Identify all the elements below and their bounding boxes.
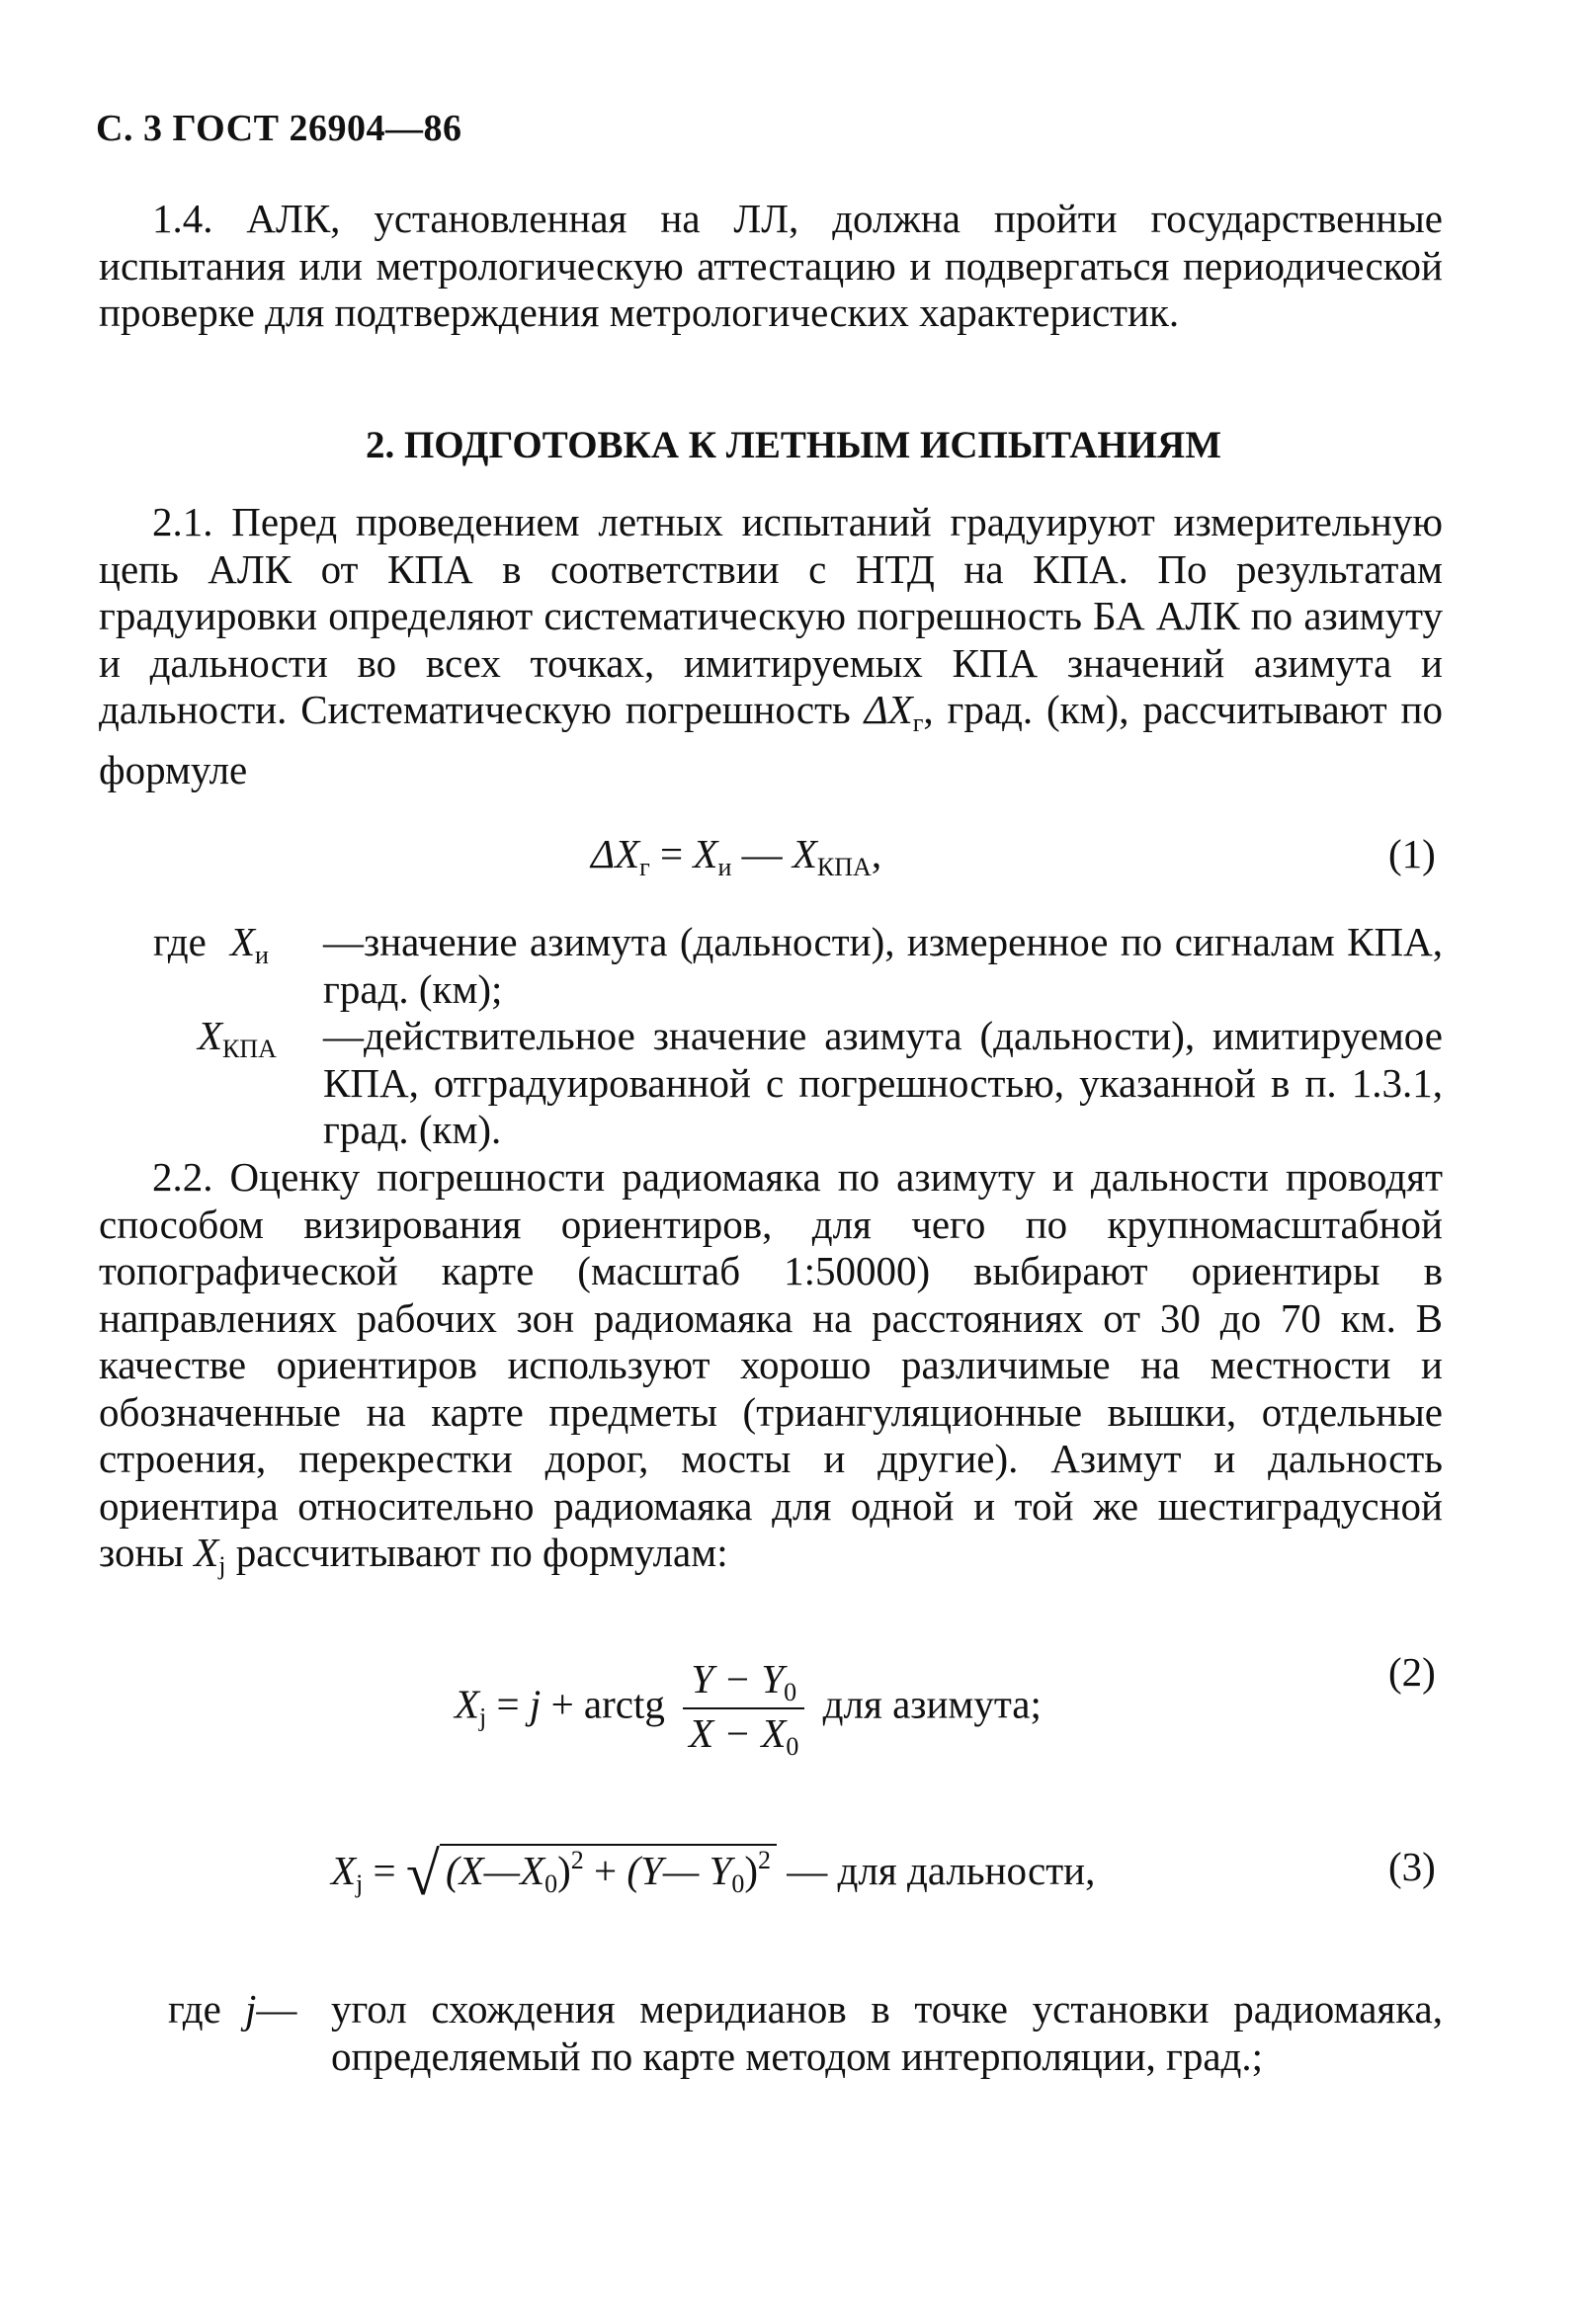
eq3-r2: (Y— Y — [626, 1848, 732, 1893]
where-2-lead: где — [168, 1986, 221, 2032]
paragraph-2-1-text: 2.1. Перед проведением летных испытаний градуируют измерительную цепь АЛК от КПА в соответствии с НТД на КПА. По результатам градуировки определяют систематическую погрешность БА АЛК по азимуту и дальности во всех точках, имитируемых КПА значений азимута и дальности. Систематическую погрешность — [99, 499, 1443, 732]
where-2-definition: угол схождения меридианов в точке установки радиомаяка, определяемый по карте методом интерполяции, град.; — [331, 1986, 1443, 2079]
eq1-term2-sub: КПА — [816, 853, 872, 881]
eq3-r1-close: ) — [557, 1848, 571, 1893]
xj-symbol: X — [194, 1530, 219, 1575]
eq2-fraction — [683, 1655, 804, 1762]
sqrt-icon: √ — [405, 1841, 440, 1908]
section-title: 2. ПОДГОТОВКА К ЛЕТНЫМ ИСПЫТАНИЯМ — [365, 424, 1222, 466]
eq3-plus: + — [583, 1848, 627, 1893]
eq3-equals: = — [363, 1848, 406, 1893]
eq2-lhs-sub: j — [479, 1702, 487, 1732]
eq1-minus: — — [731, 831, 793, 876]
eq3-r1-sub: 0 — [544, 1869, 558, 1898]
xj-subscript: j — [218, 1551, 226, 1580]
where-1-sym1-sub: и — [255, 941, 269, 969]
eq1-lhs-sub: г — [639, 853, 650, 881]
eq2-equals: = — [486, 1681, 530, 1727]
eq2-numerator — [683, 1655, 804, 1709]
eq3-lhs-sub: j — [356, 1869, 364, 1898]
eq3-radicand — [440, 1844, 777, 1899]
eq3-r1: (X—X — [445, 1848, 545, 1893]
where-1-sym1: X — [230, 919, 256, 964]
eq3-tail: — для дальности, — [777, 1848, 1096, 1893]
where-1-sym2: X — [198, 1013, 223, 1058]
eq1-equals: = — [649, 831, 694, 876]
where-1-definition-2: —действительное значение азимута (дальности), имитируемое КПА, отградуированной с погрешностью, указанной в п. 1.3.1, град. (км). — [323, 1013, 1443, 1152]
where-2-dash: — — [256, 1986, 297, 2032]
paragraph-2-2-tail: рассчитывают по формулам: — [225, 1530, 728, 1575]
where-1-symbol-1 — [230, 919, 269, 979]
eq1-term1-sub: и — [717, 853, 732, 881]
eq2-den-text: X − X — [689, 1710, 787, 1756]
eq2-den-sub: 0 — [786, 1732, 799, 1761]
page-header: С. 3 ГОСТ 26904—86 — [96, 108, 462, 149]
eq3-r1-square: 2 — [570, 1846, 584, 1874]
eq3-r2-sub: 0 — [731, 1869, 745, 1898]
where-1-symbol-2 — [198, 1013, 277, 1073]
where-1-sym2-sub: КПА — [222, 1035, 277, 1063]
eq1-lhs: ΔX — [591, 831, 640, 876]
paragraph-2-1 — [99, 499, 1443, 793]
equation-2 — [455, 1655, 1042, 1762]
delta-x-symbol: ΔX — [864, 687, 913, 732]
eq2-plus-arctg: + arctg — [541, 1681, 676, 1727]
eq1-term1: X — [693, 831, 718, 876]
equation-1-number: (1) — [1388, 831, 1436, 876]
where-2-symbol — [245, 1986, 296, 2034]
paragraph-1-4: 1.4. АЛК, установленная на ЛЛ, должна пройти государственные испытания или метрологическую аттестацию и подвергаться периодической проверке для подтверждения метрологических характеристик. — [99, 196, 1443, 335]
eq1-comma: , — [871, 831, 882, 876]
eq2-denominator — [683, 1709, 804, 1762]
eq2-lhs: X — [455, 1681, 480, 1727]
equation-1 — [591, 830, 881, 882]
eq3-lhs: X — [331, 1848, 357, 1893]
delta-x-subscript: г — [912, 708, 924, 737]
eq3-r2-square: 2 — [758, 1846, 772, 1874]
paragraph-2-2 — [99, 1154, 1443, 1590]
paragraph-2-1-tail: , град. (км), рассчитывают по формуле — [99, 687, 1443, 792]
where-1-lead: где — [153, 919, 207, 964]
eq2-num-text: Y − Y — [691, 1656, 785, 1702]
eq1-term2: X — [792, 831, 817, 876]
paragraph-2-2-text: 2.2. Оценку погрешности радиомаяка по азимуту и дальности проводят способом визирования ориентиров, для чего по крупномасштабной топографической карте (масштаб 1:50000) выбирают ориентиры в направлениях рабочих зон радиомаяка на расстояниях от 30 до 70 км. В качестве ориентиров используют хорошо различимые на местности и обозначенные на карте предметы (триангуляционные вышки, отдельные строения, перекрестки дорог, мосты и другие). Азимут и дальность ориентира относительно радиомаяка для одной и той же шестиградусной зоны — [99, 1154, 1443, 1575]
where-2-sym: j — [245, 1986, 257, 2032]
eq3-sqrt — [406, 1840, 777, 1910]
eq2-j: j — [529, 1681, 542, 1727]
equation-3-number: (3) — [1388, 1844, 1436, 1889]
eq2-tail: для азимута; — [812, 1681, 1042, 1727]
eq3-r2-close: ) — [744, 1848, 759, 1893]
where-1-definition-1: —значение азимута (дальности), измеренное по сигналам КПА, град. (км); — [323, 919, 1443, 1012]
equation-3 — [331, 1840, 1095, 1910]
eq2-num-sub: 0 — [784, 1678, 797, 1706]
equation-2-number: (2) — [1388, 1649, 1436, 1695]
